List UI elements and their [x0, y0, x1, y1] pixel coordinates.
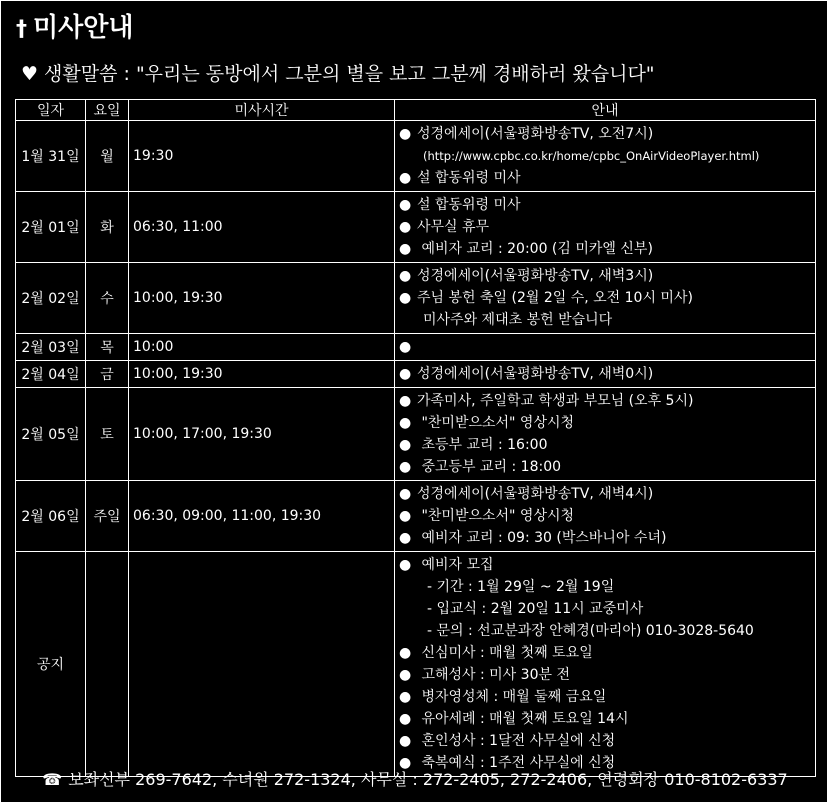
row-mass-time [129, 552, 395, 777]
phone-icon: ☎ [42, 770, 63, 789]
bullet-icon: ● [399, 667, 412, 683]
note-text: 축복예식 : 1주전 사무실에 신청 [417, 755, 616, 771]
note-text: 성경에세이(서울평화방송TV, 오전7시) [417, 126, 654, 142]
scripture-motto [21, 59, 655, 86]
bullet-icon: ● [399, 508, 412, 524]
note-item [399, 238, 811, 260]
table-header-row [16, 100, 816, 121]
note-text: "찬미받으소서" 영상시청 [417, 508, 575, 524]
bullet-icon: ● [399, 366, 412, 382]
table-row [16, 481, 816, 552]
row-notes [395, 388, 816, 481]
bullet-icon: ● [399, 290, 412, 306]
note-text: 성경에세이(서울평화방송TV, 새벽4시) [417, 486, 654, 502]
bullet-icon: ● [399, 557, 412, 573]
note-text: 병자영성체 : 매월 둘째 금요일 [417, 689, 607, 705]
bullet-icon: ● [399, 268, 412, 284]
row-mass-time: 06:30, 09:00, 11:00, 19:30 [129, 481, 395, 552]
note-item [399, 456, 811, 478]
note-text: 설 합동위령 미사 [417, 197, 521, 213]
table-row [16, 192, 816, 263]
row-date: 2월 05일 [16, 388, 86, 481]
row-notes [395, 192, 816, 263]
header-mass-time: 미사시간 [129, 100, 395, 121]
row-mass-time: 06:30, 11:00 [129, 192, 395, 263]
table-row [16, 388, 816, 481]
note-text: 가족미사, 주일학교 학생과 부모님 (오후 5시) [417, 393, 694, 409]
motto-text: 생활말씀 : "우리는 동방에서 그분의 별을 보고 그분께 경배하러 왔습니다" [44, 63, 655, 85]
note-item [399, 576, 811, 598]
note-item [399, 598, 811, 620]
row-notes [395, 121, 816, 192]
note-text: 예비자 모집 [417, 557, 494, 573]
note-item [399, 265, 811, 287]
bullet-icon: ● [399, 733, 412, 749]
note-item [399, 145, 811, 167]
row-day: 금 [86, 361, 129, 388]
note-item [399, 664, 811, 686]
row-day: 화 [86, 192, 129, 263]
contact-footer [1, 767, 828, 790]
note-text: 중고등부 교리 : 18:00 [417, 459, 562, 475]
note-item [399, 642, 811, 664]
bullet-icon: ● [399, 645, 412, 661]
bullet-icon: ● [399, 197, 412, 213]
note-text: 설 합동위령 미사 [417, 170, 521, 186]
note-text: - 문의 : 선교분과장 안혜경(마리아) 010-3028-5640 [427, 623, 754, 639]
header-day: 요일 [86, 100, 129, 121]
row-date: 2월 01일 [16, 192, 86, 263]
bullet-icon: ● [399, 393, 412, 409]
row-mass-time: 10:00, 17:00, 19:30 [129, 388, 395, 481]
note-item [399, 123, 811, 145]
note-item [399, 505, 811, 527]
mass-schedule-table [15, 99, 816, 777]
table-row [16, 121, 816, 192]
note-text: (http://www.cpbc.co.kr/home/cpbc_OnAirVideoPlayer.html) [423, 149, 760, 163]
page-title [16, 7, 133, 44]
table-row [16, 263, 816, 334]
bullet-icon: ● [399, 437, 412, 453]
table-row [16, 334, 816, 361]
note-item [399, 686, 811, 708]
row-day: 토 [86, 388, 129, 481]
note-text: 초등부 교리 : 16:00 [417, 437, 548, 453]
bullet-icon: ● [399, 170, 412, 186]
bullet-icon: ● [399, 689, 412, 705]
header-notes: 안내 [395, 100, 816, 121]
row-notes [395, 334, 816, 361]
note-item [399, 434, 811, 456]
note-text: 신심미사 : 매월 첫째 토요일 [417, 645, 593, 661]
row-notes [395, 481, 816, 552]
note-text: - 입교식 : 2월 20일 11시 교중미사 [427, 601, 644, 617]
note-text: 예비자 교리 : 09: 30 (박스바니아 수녀) [417, 530, 667, 546]
note-text: 고해성사 : 미사 30분 전 [417, 667, 570, 683]
cross-icon: † [16, 17, 27, 42]
row-notes [395, 361, 816, 388]
bullet-icon: ● [399, 219, 412, 235]
header-date: 일자 [16, 100, 86, 121]
note-text: "찬미받으소서" 영상시청 [417, 415, 575, 431]
row-day: 주일 [86, 481, 129, 552]
bullet-icon: ● [399, 126, 412, 142]
note-text: 성경에세이(서울평화방송TV, 새벽3시) [417, 268, 654, 284]
bullet-icon: ● [399, 241, 412, 257]
note-item [399, 336, 811, 358]
bullet-icon: ● [399, 755, 412, 771]
bullet-icon: ● [399, 486, 412, 502]
table-row [16, 552, 816, 777]
note-text: 성경에세이(서울평화방송TV, 새벽0시) [417, 366, 654, 382]
row-date: 2월 03일 [16, 334, 86, 361]
row-mass-time: 10:00, 19:30 [129, 263, 395, 334]
bullet-icon: ● [399, 459, 412, 475]
row-notes [395, 263, 816, 334]
bullet-icon: ● [399, 711, 412, 727]
note-text: 혼인성사 : 1달전 사무실에 신청 [417, 733, 616, 749]
note-text: 미사주와 제대초 봉헌 받습니다 [423, 312, 613, 328]
row-mass-time: 10:00 [129, 334, 395, 361]
note-item [399, 483, 811, 505]
row-day: 목 [86, 334, 129, 361]
note-item [399, 527, 811, 549]
note-text: 주님 봉헌 축일 (2월 2일 수, 오전 10시 미사) [417, 290, 693, 306]
row-mass-time: 19:30 [129, 121, 395, 192]
bullet-icon: ● [399, 339, 412, 355]
row-date: 1월 31일 [16, 121, 86, 192]
note-item [399, 309, 811, 331]
note-item [399, 412, 811, 434]
row-day: 월 [86, 121, 129, 192]
bullet-icon: ● [399, 530, 412, 546]
row-day [86, 552, 129, 777]
bullet-icon: ● [399, 415, 412, 431]
note-item [399, 390, 811, 412]
note-text: 예비자 교리 : 20:00 (김 미카엘 신부) [417, 241, 653, 257]
note-item [399, 216, 811, 238]
note-text: 사무실 휴무 [417, 219, 490, 235]
note-text: - 기간 : 1월 29일 ~ 2월 19일 [427, 579, 615, 595]
note-item [399, 194, 811, 216]
note-item [399, 363, 811, 385]
row-day: 수 [86, 263, 129, 334]
note-item [399, 708, 811, 730]
note-text: 유아세례 : 매월 첫째 토요일 14시 [417, 711, 629, 727]
page-title-text: 미사안내 [33, 13, 134, 43]
note-item [399, 620, 811, 642]
row-mass-time: 10:00, 19:30 [129, 361, 395, 388]
row-date: 2월 02일 [16, 263, 86, 334]
note-item [399, 167, 811, 189]
note-item [399, 730, 811, 752]
note-item [399, 554, 811, 576]
note-item [399, 287, 811, 309]
row-notes [395, 552, 816, 777]
footer-text: 보좌신부 269-7642, 수녀원 272-1324, 사무실 : 272-2405, 272-2406, 연령회장 010-8102-6337 [68, 770, 788, 789]
table-row [16, 361, 816, 388]
row-date: 2월 04일 [16, 361, 86, 388]
row-date: 공지 [16, 552, 86, 777]
row-date: 2월 06일 [16, 481, 86, 552]
heart-icon: ♥ [21, 63, 39, 85]
